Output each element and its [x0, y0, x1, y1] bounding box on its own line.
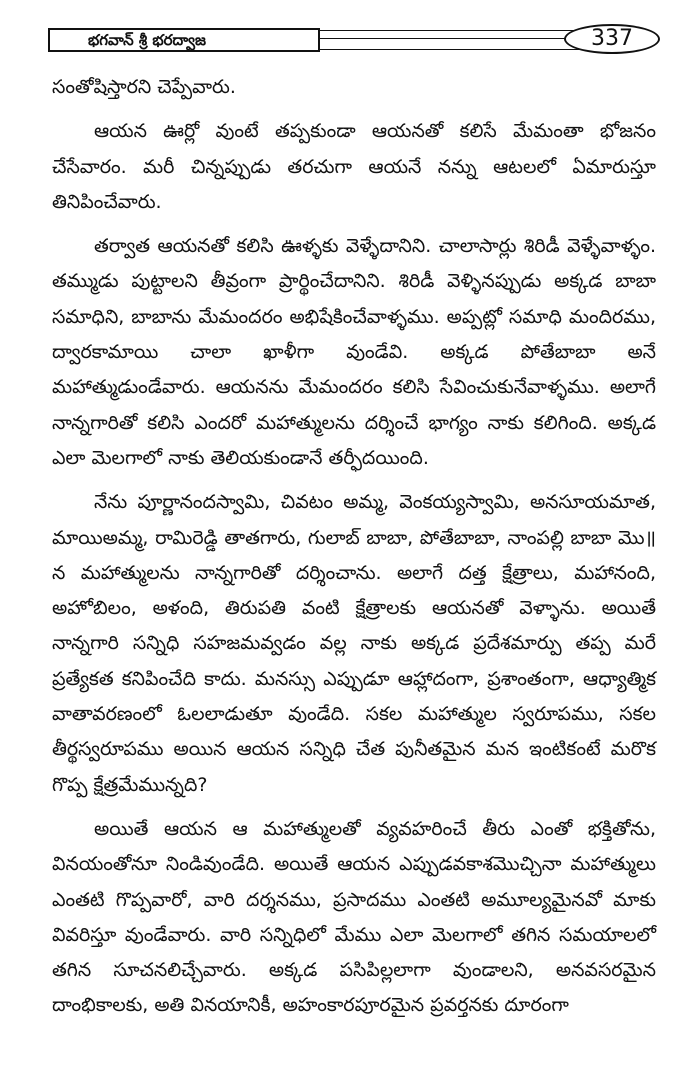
paragraph: ఆయన ఊర్లో వుంటే తప్పకుండా ఆయనతో కలిసే మేమంతా భోజనం చేసేవారం. మరీ చిన్నప్పుడు తరచుగా ఆయనే నన్ను ఆటలలో ఏమారుస్తూ తినిపించేవారు.: [52, 120, 656, 213]
paragraph: సంతోషిస్తారని చెప్పేవారు.: [52, 76, 236, 98]
page-number: 337: [564, 24, 660, 54]
page-header: [48, 22, 652, 56]
running-title: భగవాన్ శ్రీ భరద్వాజ: [48, 28, 320, 52]
paragraph: అయితే ఆయన ఆ మహాత్ములతో వ్యవహరించే తీరు ఎంతో భక్తితోను, వినయంతోనూ నిండివుండేది. అయితే ఆయన ఎప్పుడవకాశమొచ్చినా మహాత్ములు ఎంతటి గొప్పవారో, వారి దర్శనము, ప్రసాదము ఎంతటి అమూల్యమైనవో మాకు వివరిస్తూ వుండేవారు. వారి సన్నిధిలో మేము ఎలా మెలగాలో తగిన సమయాలలో తగిన సూచనలిచ్చేవారు. అక్కడ పసిపిల్లలాగా వుండాలని, అనవసరమైన దాంభికాలకు, అతి వినయానికీ, అహంకారపూరమైన ప్రవర్తనకు దూరంగా: [52, 817, 656, 1017]
body-text: [52, 70, 656, 1033]
paragraph: నేను పూర్ణానందస్వామి, చివటం అమ్మ, వెంకయ్యస్వామి, అనసూయమాత, మాయిఅమ్మ, రామిరెడ్డి తాతగారు, గులాబ్ బాబా, పోతేబాబా, నాంపల్లి బాబా మొ॥న మహాత్ములను నాన్నగారితో దర్శించాను. అలాగే దత్త క్షేత్రాలు, మహానంది, అహోబిలం, అళంది, తిరుపతి వంటి క్షేత్రాలకు ఆయనతో వెళ్ళాను. అయితే నాన్నగారి సన్నిధి సహజమవ్వడం వల్ల నాకు అక్కడ ప్రదేశమార్పు తప్ప మరే ప్రత్యేకత కనిపించేది కాదు. మనస్సు ఎప్పుడూ ఆహ్లాదంగా, ప్రశాంతంగా, ఆధ్యాత్మిక వాతావరణంలో ఓలలాడుతూ వుండేది. సకల మహాత్ముల స్వరూపము, సకల తీర్థస్వరూపము అయిన ఆయన సన్నిధి చేత పునీతమైన మన ఇంటికంటే మరొక గొప్ప క్షేత్రమేమున్నది?: [52, 491, 656, 796]
paragraph: తర్వాత ఆయనతో కలిసి ఊళ్ళకు వెళ్ళేదానిని. చాలాసార్లు శిరిడీ వెళ్ళేవాళ్ళం. తమ్ముడు పుట్టాలని తీవ్రంగా ప్రార్థించేదానిని. శిరిడీ వెళ్ళినప్పుడు అక్కడ బాబా సమాధిని, బాబాను మేమందరం అభిషేకించేవాళ్ళము. అప్పట్లో సమాధి మందిరము, ద్వారకామాయి చాలా ఖాళీగా వుండేవి. అక్కడ పోతేబాబా అనే మహాత్ముడుండేవారు. ఆయనను మేమందరం కలిసి సేవించుకునేవాళ్ళము. అలాగే నాన్నగారితో కలిసి ఎందరో మహాత్ములను దర్శించే భాగ్యం నాకు కలిగింది. అక్కడ ఎలా మెలగాలో నాకు తెలియకుండానే తర్ఫీదయింది.: [52, 235, 656, 469]
